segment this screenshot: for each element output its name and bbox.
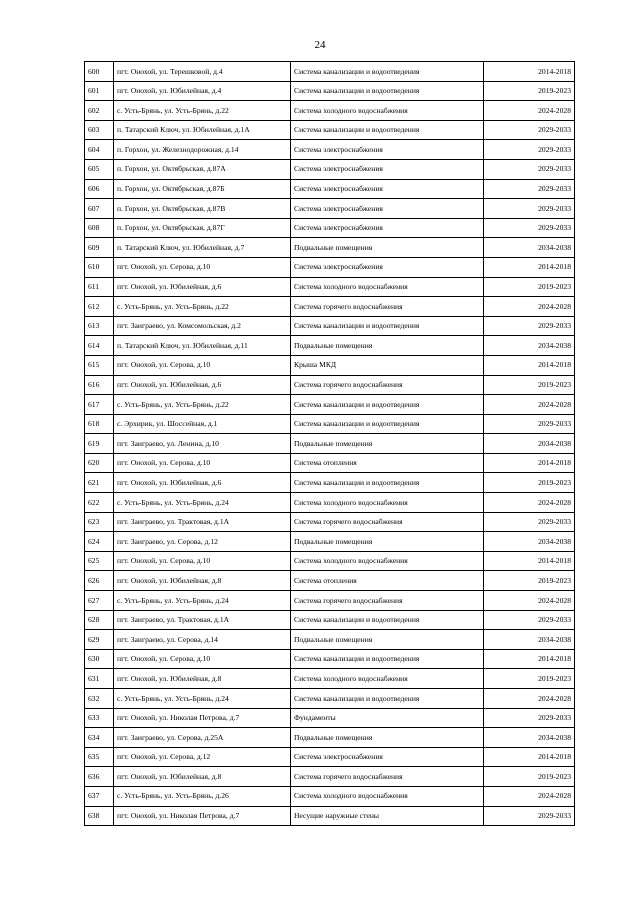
system-cell: Несущие наружные стены: [291, 806, 484, 826]
period-cell: 2034-2038: [484, 532, 575, 552]
system-cell: Система канализации и водоотведения: [291, 81, 484, 101]
address-cell: с. Усть-Брянь, ул. Усть-Брянь, д.22: [114, 101, 291, 121]
period-cell: 2029-2033: [484, 199, 575, 219]
system-cell: Система холодного водоснабжения: [291, 493, 484, 513]
period-cell: 2029-2033: [484, 218, 575, 238]
page-number: 24: [314, 39, 326, 51]
row-number-cell: 637: [85, 786, 114, 806]
address-cell: п. Горхон, ул. Октябрьская, д.87А: [114, 159, 291, 179]
system-cell: Система электроснабжения: [291, 257, 484, 277]
period-cell: 2014-2018: [484, 551, 575, 571]
system-cell: Система канализации и водоотведения: [291, 62, 484, 82]
table-row: [85, 159, 575, 179]
row-number-cell: 611: [85, 277, 114, 297]
system-cell: Подвальные помещения: [291, 630, 484, 650]
row-number-cell: 609: [85, 238, 114, 258]
address-cell: пгт. Онохой, ул. Юбилейная, д.4: [114, 81, 291, 101]
address-cell: пгт. Онохой, ул. Серова, д.10: [114, 551, 291, 571]
period-cell: 2034-2038: [484, 434, 575, 454]
row-number-cell: 634: [85, 728, 114, 748]
row-number-cell: 606: [85, 179, 114, 199]
system-cell: Система канализации и водоотведения: [291, 120, 484, 140]
table-row: [85, 101, 575, 121]
period-cell: 2034-2038: [484, 728, 575, 748]
period-cell: 2024-2028: [484, 297, 575, 317]
address-cell: с. Усть-Брянь, ул. Усть-Брянь, д.24: [114, 689, 291, 709]
address-cell: пгт. Онохой, ул. Юбилейная, д.6: [114, 277, 291, 297]
period-cell: 2014-2018: [484, 649, 575, 669]
period-cell: 2024-2028: [484, 786, 575, 806]
row-number-cell: 635: [85, 747, 114, 767]
row-number-cell: 636: [85, 767, 114, 787]
system-cell: Подвальные помещения: [291, 238, 484, 258]
table-row: [85, 551, 575, 571]
system-cell: Система электроснабжения: [291, 747, 484, 767]
address-cell: пгт. Онохой, ул. Серова, д.10: [114, 649, 291, 669]
system-cell: Подвальные помещения: [291, 532, 484, 552]
system-cell: Система электроснабжения: [291, 179, 484, 199]
address-cell: пгт. Заиграево, ул. Трактовая, д.1А: [114, 512, 291, 532]
system-cell: Система электроснабжения: [291, 140, 484, 160]
period-cell: 2019-2023: [484, 669, 575, 689]
system-cell: Система канализации и водоотведения: [291, 473, 484, 493]
address-cell: п. Татарский Ключ, ул. Юбилейная, д.1А: [114, 120, 291, 140]
address-cell: с. Усть-Брянь, ул. Усть-Брянь, д.24: [114, 591, 291, 611]
address-cell: п. Горхон, ул. Октябрьская, д.87Б: [114, 179, 291, 199]
row-number-cell: 618: [85, 414, 114, 434]
address-cell: п. Горхон, ул. Железнодорожная, д.14: [114, 140, 291, 160]
row-number-cell: 600: [85, 62, 114, 82]
table-row: [85, 669, 575, 689]
table-row: [85, 767, 575, 787]
period-cell: 2024-2028: [484, 395, 575, 415]
row-number-cell: 625: [85, 551, 114, 571]
table-row: [85, 179, 575, 199]
period-cell: 2029-2033: [484, 120, 575, 140]
row-number-cell: 622: [85, 493, 114, 513]
period-cell: 2029-2033: [484, 512, 575, 532]
system-cell: Система канализации и водоотведения: [291, 395, 484, 415]
row-number-cell: 615: [85, 355, 114, 375]
table-row: [85, 375, 575, 395]
table-row: [85, 728, 575, 748]
period-cell: 2034-2038: [484, 238, 575, 258]
row-number-cell: 631: [85, 669, 114, 689]
address-cell: пгт. Онохой, ул. Серова, д.10: [114, 257, 291, 277]
table-row: [85, 591, 575, 611]
address-cell: пгт. Онохой, ул. Юбилейная, д.8: [114, 669, 291, 689]
row-number-cell: 626: [85, 571, 114, 591]
system-cell: Система канализации и водоотведения: [291, 689, 484, 709]
table-row: [85, 257, 575, 277]
system-cell: Система холодного водоснабжения: [291, 101, 484, 121]
table-row: [85, 238, 575, 258]
address-cell: пгт. Онохой, ул. Терешковой, д.4: [114, 62, 291, 82]
row-number-cell: 620: [85, 453, 114, 473]
period-cell: 2014-2018: [484, 747, 575, 767]
system-cell: Фундаменты: [291, 708, 484, 728]
row-number-cell: 619: [85, 434, 114, 454]
system-cell: Система канализации и водоотведения: [291, 316, 484, 336]
table-row: [85, 199, 575, 219]
period-cell: 2029-2033: [484, 414, 575, 434]
address-cell: с. Эрхирик, ул. Шоссейная, д.1: [114, 414, 291, 434]
period-cell: 2014-2018: [484, 62, 575, 82]
address-cell: пгт. Онохой, ул. Юбилейная, д.6: [114, 375, 291, 395]
period-cell: 2029-2033: [484, 159, 575, 179]
system-cell: Система горячего водоснабжения: [291, 591, 484, 611]
row-number-cell: 630: [85, 649, 114, 669]
period-cell: 2029-2033: [484, 179, 575, 199]
table-row: [85, 395, 575, 415]
row-number-cell: 604: [85, 140, 114, 160]
system-cell: Система холодного водоснабжения: [291, 277, 484, 297]
period-cell: 2029-2033: [484, 140, 575, 160]
table-row: [85, 512, 575, 532]
table-row: [85, 355, 575, 375]
row-number-cell: 617: [85, 395, 114, 415]
row-number-cell: 627: [85, 591, 114, 611]
table-row: [85, 493, 575, 513]
row-number-cell: 605: [85, 159, 114, 179]
period-cell: 2019-2023: [484, 473, 575, 493]
table-row: [85, 630, 575, 650]
table-row: [85, 414, 575, 434]
period-cell: 2029-2033: [484, 316, 575, 336]
system-cell: Система холодного водоснабжения: [291, 551, 484, 571]
system-cell: Система канализации и водоотведения: [291, 610, 484, 630]
address-cell: пгт. Онохой, ул. Юбилейная, д.6: [114, 473, 291, 493]
table-row: [85, 336, 575, 356]
period-cell: 2019-2023: [484, 81, 575, 101]
address-cell: пгт. Заиграево, ул. Серова, д.25А: [114, 728, 291, 748]
table-row: [85, 81, 575, 101]
address-cell: с. Усть-Брянь, ул. Усть-Брянь, д.22: [114, 297, 291, 317]
address-cell: с. Усть-Брянь, ул. Усть-Брянь, д.22: [114, 395, 291, 415]
system-cell: Система отопления: [291, 453, 484, 473]
table-row: [85, 297, 575, 317]
system-cell: Система канализации и водоотведения: [291, 649, 484, 669]
table-row: [85, 571, 575, 591]
period-cell: 2019-2023: [484, 375, 575, 395]
table-row: [85, 747, 575, 767]
table-row: [85, 120, 575, 140]
table-row: [85, 453, 575, 473]
table-row: [85, 689, 575, 709]
row-number-cell: 601: [85, 81, 114, 101]
table-row: [85, 140, 575, 160]
system-cell: Система горячего водоснабжения: [291, 767, 484, 787]
row-number-cell: 608: [85, 218, 114, 238]
period-cell: 2029-2033: [484, 708, 575, 728]
system-cell: Система электроснабжения: [291, 218, 484, 238]
row-number-cell: 624: [85, 532, 114, 552]
table-row: [85, 786, 575, 806]
system-cell: Подвальные помещения: [291, 336, 484, 356]
period-cell: 2019-2023: [484, 767, 575, 787]
row-number-cell: 616: [85, 375, 114, 395]
row-number-cell: 628: [85, 610, 114, 630]
system-cell: Система отопления: [291, 571, 484, 591]
system-cell: Система электроснабжения: [291, 159, 484, 179]
row-number-cell: 623: [85, 512, 114, 532]
system-cell: Система горячего водоснабжения: [291, 375, 484, 395]
address-cell: пгт. Заиграево, ул. Ленина, д.10: [114, 434, 291, 454]
table-row: [85, 218, 575, 238]
address-cell: п. Горхон, ул. Октябрьская, д.87Г: [114, 218, 291, 238]
row-number-cell: 629: [85, 630, 114, 650]
row-number-cell: 602: [85, 101, 114, 121]
period-cell: 2034-2038: [484, 630, 575, 650]
registry-table: [84, 61, 575, 826]
system-cell: Система холодного водоснабжения: [291, 786, 484, 806]
table-row: [85, 434, 575, 454]
row-number-cell: 633: [85, 708, 114, 728]
table-row: [85, 316, 575, 336]
address-cell: пгт. Онохой, ул. Серова, д.10: [114, 355, 291, 375]
table-row: [85, 708, 575, 728]
row-number-cell: 613: [85, 316, 114, 336]
row-number-cell: 632: [85, 689, 114, 709]
table-row: [85, 649, 575, 669]
row-number-cell: 614: [85, 336, 114, 356]
table-row: [85, 610, 575, 630]
system-cell: Система холодного водоснабжения: [291, 669, 484, 689]
system-cell: Система горячего водоснабжения: [291, 297, 484, 317]
period-cell: 2014-2018: [484, 257, 575, 277]
address-cell: пгт. Онохой, ул. Николая Петрова, д.7: [114, 708, 291, 728]
address-cell: с. Усть-Брянь, ул. Усть-Брянь, д.24: [114, 493, 291, 513]
period-cell: 2024-2028: [484, 689, 575, 709]
row-number-cell: 607: [85, 199, 114, 219]
address-cell: пгт. Онохой, ул. Юбилейная, д.8: [114, 571, 291, 591]
period-cell: 2029-2033: [484, 806, 575, 826]
address-cell: пгт. Заиграево, ул. Серова, д.12: [114, 532, 291, 552]
period-cell: 2029-2033: [484, 610, 575, 630]
address-cell: с. Усть-Брянь, ул. Усть-Брянь, д.26: [114, 786, 291, 806]
row-number-cell: 621: [85, 473, 114, 493]
system-cell: Подвальные помещения: [291, 434, 484, 454]
system-cell: Крыша МКД: [291, 355, 484, 375]
table-row: [85, 532, 575, 552]
table-row: [85, 473, 575, 493]
system-cell: Система электроснабжения: [291, 199, 484, 219]
address-cell: п. Татарский Ключ, ул. Юбилейная, д.11: [114, 336, 291, 356]
row-number-cell: 612: [85, 297, 114, 317]
address-cell: пгт. Онохой, ул. Юбилейная, д.8: [114, 767, 291, 787]
system-cell: Подвальные помещения: [291, 728, 484, 748]
table-row: [85, 277, 575, 297]
table-row: [85, 62, 575, 82]
table-body: [85, 62, 575, 826]
period-cell: 2024-2028: [484, 493, 575, 513]
row-number-cell: 603: [85, 120, 114, 140]
period-cell: 2019-2023: [484, 277, 575, 297]
period-cell: 2014-2018: [484, 355, 575, 375]
period-cell: 2034-2038: [484, 336, 575, 356]
address-cell: пгт. Заиграево, ул. Серова, д.14: [114, 630, 291, 650]
period-cell: 2014-2018: [484, 453, 575, 473]
address-cell: пгт. Заиграево, ул. Трактовая, д.1А: [114, 610, 291, 630]
row-number-cell: 638: [85, 806, 114, 826]
address-cell: пгт. Заиграево, ул. Комсомольская, д.2: [114, 316, 291, 336]
address-cell: п. Горхон, ул. Октябрьская, д.87В: [114, 199, 291, 219]
period-cell: 2024-2028: [484, 591, 575, 611]
table-row: [85, 806, 575, 826]
system-cell: Система горячего водоснабжения: [291, 512, 484, 532]
row-number-cell: 610: [85, 257, 114, 277]
system-cell: Система канализации и водоотведения: [291, 414, 484, 434]
period-cell: 2019-2023: [484, 571, 575, 591]
address-cell: п. Татарский Ключ, ул. Юбилейная, д.7: [114, 238, 291, 258]
period-cell: 2024-2028: [484, 101, 575, 121]
address-cell: пгт. Онохой, ул. Николая Петрова, д.7: [114, 806, 291, 826]
address-cell: пгт. Онохой, ул. Серова, д.12: [114, 747, 291, 767]
address-cell: пгт. Онохой, ул. Серова, д.10: [114, 453, 291, 473]
